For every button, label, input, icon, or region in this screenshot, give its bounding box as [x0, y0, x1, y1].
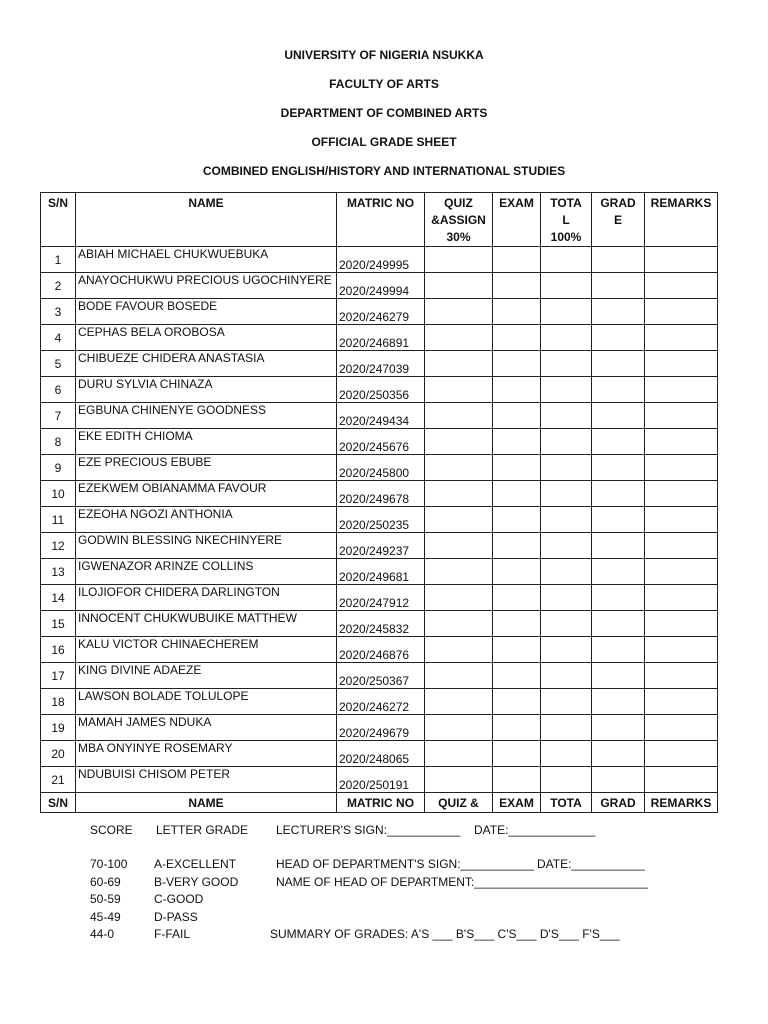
row-total-cell: [541, 663, 592, 689]
row-remarks-cell: [645, 507, 718, 533]
row-remarks-cell: [645, 767, 718, 793]
row-grade-cell: [592, 533, 645, 559]
row-sn: 10: [41, 481, 76, 507]
row-total-cell: [541, 299, 592, 325]
footer-matric: MATRIC NO: [337, 793, 425, 813]
row-grade-cell: [592, 273, 645, 299]
row-name: BODE FAVOUR BOSEDE: [76, 299, 337, 325]
table-row: [41, 637, 718, 663]
col-quiz-header-line: QUIZ: [444, 196, 473, 210]
row-remarks-cell: [645, 247, 718, 273]
footer-name: NAME: [76, 793, 337, 813]
row-total-cell: [541, 351, 592, 377]
row-grade-cell: [592, 559, 645, 585]
row-grade-cell: [592, 585, 645, 611]
row-exam-cell: [493, 741, 541, 767]
row-quiz-cell: [425, 559, 493, 585]
row-sn: 9: [41, 455, 76, 481]
col-matric-header: MATRIC NO: [337, 193, 425, 247]
scale-range: 60-69: [90, 875, 121, 889]
row-grade-cell: [592, 767, 645, 793]
row-grade-cell: [592, 429, 645, 455]
row-grade-cell: [592, 611, 645, 637]
table-row: [41, 377, 718, 403]
row-matric: 2020/248065: [337, 741, 425, 767]
row-remarks-cell: [645, 429, 718, 455]
row-exam-cell: [493, 559, 541, 585]
row-remarks-cell: [645, 351, 718, 377]
row-name: EGBUNA CHINENYE GOODNESS: [76, 403, 337, 429]
row-matric: 2020/245832: [337, 611, 425, 637]
table-row: [41, 325, 718, 351]
col-remarks-header: REMARKS: [645, 193, 718, 247]
row-matric: 2020/250356: [337, 377, 425, 403]
row-sn: 17: [41, 663, 76, 689]
row-remarks-cell: [645, 559, 718, 585]
footer-row: [41, 793, 718, 813]
row-matric: 2020/249679: [337, 715, 425, 741]
row-exam-cell: [493, 429, 541, 455]
row-quiz-cell: [425, 689, 493, 715]
scale-range: 70-100: [90, 857, 128, 871]
row-total-cell: [541, 403, 592, 429]
col-sn-header: S/N: [41, 193, 76, 247]
row-matric: 2020/245676: [337, 429, 425, 455]
footer-grade: GRAD: [592, 793, 645, 813]
row-grade-cell: [592, 637, 645, 663]
table-row: [41, 481, 718, 507]
table-row: [41, 611, 718, 637]
row-exam-cell: [493, 663, 541, 689]
row-total-cell: [541, 533, 592, 559]
table-row: [41, 429, 718, 455]
row-remarks-cell: [645, 455, 718, 481]
row-matric: 2020/249995: [337, 247, 425, 273]
row-name: EKE EDITH CHIOMA: [76, 429, 337, 455]
col-quiz-header-line: &ASSIGN: [431, 213, 486, 227]
row-quiz-cell: [425, 533, 493, 559]
row-sn: 6: [41, 377, 76, 403]
row-name: MBA ONYINYE ROSEMARY: [76, 741, 337, 767]
row-total-cell: [541, 273, 592, 299]
row-quiz-cell: [425, 377, 493, 403]
row-exam-cell: [493, 403, 541, 429]
grade-summary-line: SUMMARY OF GRADES: A'S ___ B'S___ C'S___ D'S___ F'S___: [270, 927, 620, 941]
row-remarks-cell: [645, 715, 718, 741]
row-sn: 12: [41, 533, 76, 559]
table-row: [41, 273, 718, 299]
footer-quiz: QUIZ &: [425, 793, 493, 813]
faculty-title: FACULTY OF ARTS: [329, 77, 439, 91]
hod-date-line: DATE:___________: [537, 857, 645, 871]
row-remarks-cell: [645, 273, 718, 299]
col-grade-header-line: E: [613, 213, 622, 227]
scale-grade: A-EXCELLENT: [154, 857, 237, 871]
row-matric: 2020/249994: [337, 273, 425, 299]
row-name: GODWIN BLESSING NKECHINYERE: [76, 533, 337, 559]
table-row: [41, 715, 718, 741]
row-exam-cell: [493, 377, 541, 403]
row-total-cell: [541, 637, 592, 663]
row-quiz-cell: [425, 299, 493, 325]
table-row: [41, 351, 718, 377]
grade-rows: [41, 247, 718, 793]
row-quiz-cell: [425, 481, 493, 507]
letter-grade-label: LETTER GRADE: [156, 823, 249, 837]
row-matric: 2020/246272: [337, 689, 425, 715]
row-total-cell: [541, 741, 592, 767]
row-exam-cell: [493, 585, 541, 611]
scale-range: 50-59: [90, 892, 121, 906]
row-total-cell: [541, 481, 592, 507]
row-total-cell: [541, 377, 592, 403]
table-row: [41, 559, 718, 585]
row-quiz-cell: [425, 585, 493, 611]
row-name: DURU SYLVIA CHINAZA: [76, 377, 337, 403]
row-sn: 21: [41, 767, 76, 793]
header-row: [41, 193, 718, 247]
row-sn: 7: [41, 403, 76, 429]
row-quiz-cell: [425, 325, 493, 351]
row-total-cell: [541, 689, 592, 715]
row-quiz-cell: [425, 403, 493, 429]
table-row: [41, 767, 718, 793]
col-exam-header: EXAM: [493, 193, 541, 247]
scale-range: 44-0: [90, 927, 115, 941]
row-exam-cell: [493, 689, 541, 715]
row-sn: 20: [41, 741, 76, 767]
row-name: ABIAH MICHAEL CHUKWUEBUKA: [76, 247, 337, 273]
row-total-cell: [541, 247, 592, 273]
hod-sign-line: HEAD OF DEPARTMENT'S SIGN:___________: [276, 857, 534, 871]
row-matric: 2020/250367: [337, 663, 425, 689]
row-total-cell: [541, 585, 592, 611]
col-total-header-line: 100%: [550, 230, 582, 244]
row-quiz-cell: [425, 429, 493, 455]
row-quiz-cell: [425, 273, 493, 299]
row-grade-cell: [592, 455, 645, 481]
table-row: [41, 663, 718, 689]
row-remarks-cell: [645, 403, 718, 429]
row-sn: 2: [41, 273, 76, 299]
department-title: DEPARTMENT OF COMBINED ARTS: [280, 106, 488, 120]
row-quiz-cell: [425, 741, 493, 767]
row-remarks-cell: [645, 689, 718, 715]
table-row: [41, 299, 718, 325]
col-grade-header: [592, 193, 645, 247]
grade-table: [40, 192, 718, 813]
row-name: CHIBUEZE CHIDERA ANASTASIA: [76, 351, 337, 377]
row-remarks-cell: [645, 325, 718, 351]
col-quiz-header: [425, 193, 493, 247]
row-exam-cell: [493, 507, 541, 533]
row-name: NDUBUISI CHISOM PETER: [76, 767, 337, 793]
hod-name-line: NAME OF HEAD OF DEPARTMENT:__________________________: [276, 875, 648, 889]
row-name: ANAYOCHUKWU PRECIOUS UGOCHINYERE: [76, 273, 337, 299]
row-grade-cell: [592, 325, 645, 351]
row-remarks-cell: [645, 585, 718, 611]
row-sn: 3: [41, 299, 76, 325]
row-remarks-cell: [645, 663, 718, 689]
table-row: [41, 247, 718, 273]
row-sn: 18: [41, 689, 76, 715]
row-total-cell: [541, 507, 592, 533]
col-total-header: [541, 193, 592, 247]
row-name: EZEKWEM OBIANAMMA FAVOUR: [76, 481, 337, 507]
row-grade-cell: [592, 507, 645, 533]
row-matric: 2020/246279: [337, 299, 425, 325]
row-remarks-cell: [645, 299, 718, 325]
row-matric: 2020/250191: [337, 767, 425, 793]
row-quiz-cell: [425, 611, 493, 637]
row-exam-cell: [493, 611, 541, 637]
lecturer-sign-line: LECTURER'S SIGN:___________: [276, 823, 461, 837]
lecturer-date-line: DATE:_____________: [474, 823, 596, 837]
row-matric: 2020/249237: [337, 533, 425, 559]
row-total-cell: [541, 429, 592, 455]
footer-exam: EXAM: [493, 793, 541, 813]
row-grade-cell: [592, 377, 645, 403]
row-matric: 2020/247912: [337, 585, 425, 611]
row-remarks-cell: [645, 611, 718, 637]
table-row: [41, 403, 718, 429]
row-matric: 2020/249678: [337, 481, 425, 507]
row-quiz-cell: [425, 637, 493, 663]
table-row: [41, 507, 718, 533]
row-grade-cell: [592, 299, 645, 325]
row-remarks-cell: [645, 533, 718, 559]
row-total-cell: [541, 767, 592, 793]
row-exam-cell: [493, 325, 541, 351]
row-sn: 5: [41, 351, 76, 377]
row-matric: 2020/246891: [337, 325, 425, 351]
row-name: IGWENAZOR ARINZE COLLINS: [76, 559, 337, 585]
row-remarks-cell: [645, 637, 718, 663]
row-total-cell: [541, 455, 592, 481]
col-quiz-header-line: 30%: [446, 230, 471, 244]
row-sn: 1: [41, 247, 76, 273]
row-name: EZE PRECIOUS EBUBE: [76, 455, 337, 481]
row-matric: 2020/250235: [337, 507, 425, 533]
row-exam-cell: [493, 247, 541, 273]
scale-grade: F-FAIL: [154, 927, 191, 941]
row-exam-cell: [493, 767, 541, 793]
course-title: COMBINED ENGLISH/HISTORY AND INTERNATIONAL STUDIES: [202, 164, 566, 178]
footer-total: TOTA: [541, 793, 592, 813]
row-matric: 2020/249434: [337, 403, 425, 429]
row-grade-cell: [592, 741, 645, 767]
row-name: MAMAH JAMES NDUKA: [76, 715, 337, 741]
row-grade-cell: [592, 689, 645, 715]
footer-remarks: REMARKS: [645, 793, 718, 813]
sheet-title: OFFICIAL GRADE SHEET: [311, 135, 457, 149]
row-sn: 16: [41, 637, 76, 663]
row-grade-cell: [592, 403, 645, 429]
row-exam-cell: [493, 273, 541, 299]
university-title: UNIVERSITY OF NIGERIA NSUKKA: [284, 48, 484, 62]
scale-range: 45-49: [90, 910, 121, 924]
row-name: LAWSON BOLADE TOLULOPE: [76, 689, 337, 715]
row-sn: 19: [41, 715, 76, 741]
scale-grade: C-GOOD: [154, 892, 204, 906]
row-quiz-cell: [425, 715, 493, 741]
col-total-header-line: TOTA: [550, 196, 582, 210]
table-row: [41, 533, 718, 559]
row-remarks-cell: [645, 741, 718, 767]
row-matric: 2020/247039: [337, 351, 425, 377]
row-grade-cell: [592, 247, 645, 273]
row-sn: 8: [41, 429, 76, 455]
row-total-cell: [541, 611, 592, 637]
row-exam-cell: [493, 299, 541, 325]
row-matric: 2020/245800: [337, 455, 425, 481]
row-exam-cell: [493, 715, 541, 741]
row-total-cell: [541, 559, 592, 585]
score-label: SCORE: [90, 823, 133, 837]
row-sn: 14: [41, 585, 76, 611]
row-name: INNOCENT CHUKWUBUIKE MATTHEW: [76, 611, 337, 637]
col-total-header-line: L: [562, 213, 570, 227]
row-exam-cell: [493, 455, 541, 481]
table-row: [41, 741, 718, 767]
row-matric: 2020/246876: [337, 637, 425, 663]
row-grade-cell: [592, 481, 645, 507]
row-total-cell: [541, 325, 592, 351]
row-quiz-cell: [425, 247, 493, 273]
row-exam-cell: [493, 351, 541, 377]
row-sn: 13: [41, 559, 76, 585]
row-quiz-cell: [425, 455, 493, 481]
row-name: KALU VICTOR CHINAECHEREM: [76, 637, 337, 663]
row-quiz-cell: [425, 767, 493, 793]
scale-grade: D-PASS: [154, 910, 198, 924]
row-grade-cell: [592, 351, 645, 377]
col-grade-header-line: GRAD: [600, 196, 636, 210]
row-matric: 2020/249681: [337, 559, 425, 585]
row-exam-cell: [493, 637, 541, 663]
row-quiz-cell: [425, 507, 493, 533]
row-quiz-cell: [425, 351, 493, 377]
row-name: KING DIVINE ADAEZE: [76, 663, 337, 689]
row-name: CEPHAS BELA OROBOSA: [76, 325, 337, 351]
row-total-cell: [541, 715, 592, 741]
row-name: ILOJIOFOR CHIDERA DARLINGTON: [76, 585, 337, 611]
table-row: [41, 455, 718, 481]
footer-sn: S/N: [41, 793, 76, 813]
scale-grade: B-VERY GOOD: [154, 875, 239, 889]
table-row: [41, 689, 718, 715]
table-row: [41, 585, 718, 611]
row-grade-cell: [592, 663, 645, 689]
row-sn: 4: [41, 325, 76, 351]
row-quiz-cell: [425, 663, 493, 689]
row-exam-cell: [493, 481, 541, 507]
col-name-header: NAME: [76, 193, 337, 247]
row-remarks-cell: [645, 377, 718, 403]
row-grade-cell: [592, 715, 645, 741]
row-sn: 11: [41, 507, 76, 533]
row-remarks-cell: [645, 481, 718, 507]
row-sn: 15: [41, 611, 76, 637]
row-name: EZEOHA NGOZI ANTHONIA: [76, 507, 337, 533]
row-exam-cell: [493, 533, 541, 559]
